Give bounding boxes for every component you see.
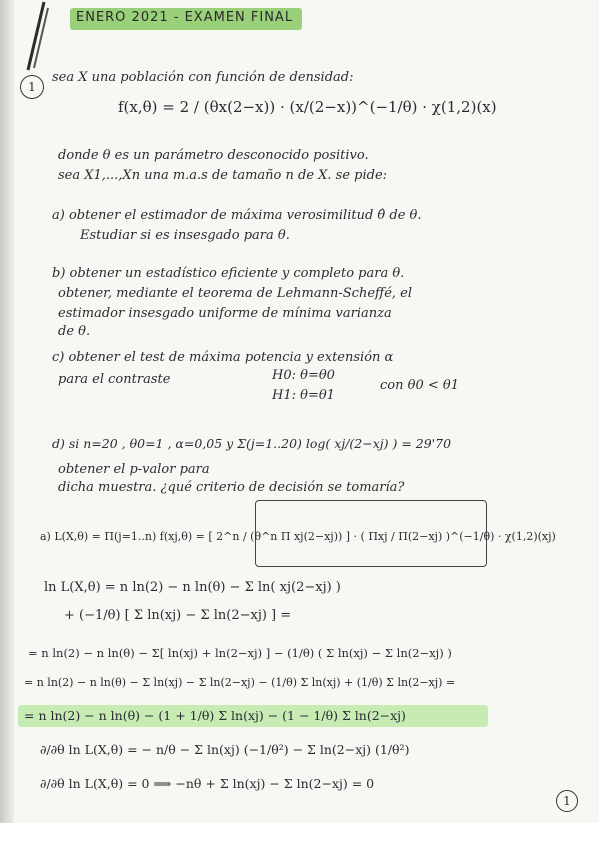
part-a-line-2: Estudiar si es insesgado para θ. (80, 228, 290, 243)
footer-strip (0, 823, 599, 848)
solution-step-4: = n ln(2) − n ln(θ) − Σ[ ln(xj) + ln(2−xj) ] − (1/θ) ( Σ ln(xj) − Σ ln(2−xj) ) (28, 646, 452, 660)
solution-step-1: a) L(X,θ) = Π(j=1..n) f(xj,θ) = [ 2^n / (θ^n Π xj(2−xj)) ] · ( Πxj / Π(2−xj) )^(−1/θ) · χ(1,2)(xj) (40, 530, 556, 543)
statement-intro: sea X una población con función de densidad: (52, 70, 354, 85)
part-b-line-2: obtener, mediante el teorema de Lehmann-Scheffé, el (58, 286, 413, 301)
binding-edge (0, 0, 14, 848)
part-d-line-2: obtener el p-valor para (58, 462, 210, 477)
solution-step-2: ln L(X,θ) = n ln(2) − n ln(θ) − Σ ln( xj(2−xj) ) (44, 580, 341, 595)
solution-step-8: ∂/∂θ ln L(X,θ) = 0 ⟹ −nθ + Σ ln(xj) − Σ ln(2−xj) = 0 (40, 776, 375, 791)
part-d-line-1: d) si n=20 , θ0=1 , α=0,05 y Σ(j=1..20) log( xj/(2−xj) ) = 29'70 (52, 436, 452, 451)
part-a-line-1: a) obtener el estimador de máxima verosimilitud θ̂ de θ. (52, 208, 422, 223)
part-d-line-3: dicha muestra. ¿qué criterio de decisión se tomaría? (58, 480, 405, 495)
page-number: 1 (556, 790, 578, 812)
solution-step-7: ∂/∂θ ln L(X,θ) = − n/θ − Σ ln(xj) (−1/θ²) − Σ ln(2−xj) (1/θ²) (40, 742, 410, 757)
part-c-line-2: para el contraste (58, 372, 171, 387)
solution-step-3: + (−1/θ) [ Σ ln(xj) − Σ ln(2−xj) ] = (64, 608, 292, 623)
paper-clip-icon (14, 0, 54, 80)
density-formula: f(x,θ) = 2 / (θx(2−x)) · (x/(2−x))^(−1/θ) · χ(1,2)(x) (118, 98, 497, 116)
part-c-condition: con θ0 < θ1 (380, 378, 459, 393)
part-c-h0: H0: θ=θ0 (272, 368, 335, 383)
part-b-line-1: b) obtener un estadístico eficiente y completo para θ. (52, 266, 405, 281)
part-c-h1: H1: θ=θ1 (272, 388, 335, 403)
part-b-line-4: de θ. (58, 324, 91, 339)
exam-title: ENERO 2021 - EXAMEN FINAL (76, 10, 294, 25)
statement-params-2: sea X1,...,Xn una m.a.s de tamaño n de X. se pide: (58, 168, 388, 183)
statement-params-1: donde θ es un parámetro desconocido positivo. (58, 148, 369, 163)
solution-step-6: = n ln(2) − n ln(θ) − (1 + 1/θ) Σ ln(xj) − (1 − 1/θ) Σ ln(2−xj) (24, 708, 406, 723)
problem-number: 1 (20, 75, 44, 99)
part-c-line-1: c) obtener el test de máxima potencia y extensión α (52, 350, 394, 365)
solution-step-5: = n ln(2) − n ln(θ) − Σ ln(xj) − Σ ln(2−xj) − (1/θ) Σ ln(xj) + (1/θ) Σ ln(2−xj) = (24, 676, 456, 689)
part-b-line-3: estimador insesgado uniforme de mínima varianza (58, 306, 392, 321)
